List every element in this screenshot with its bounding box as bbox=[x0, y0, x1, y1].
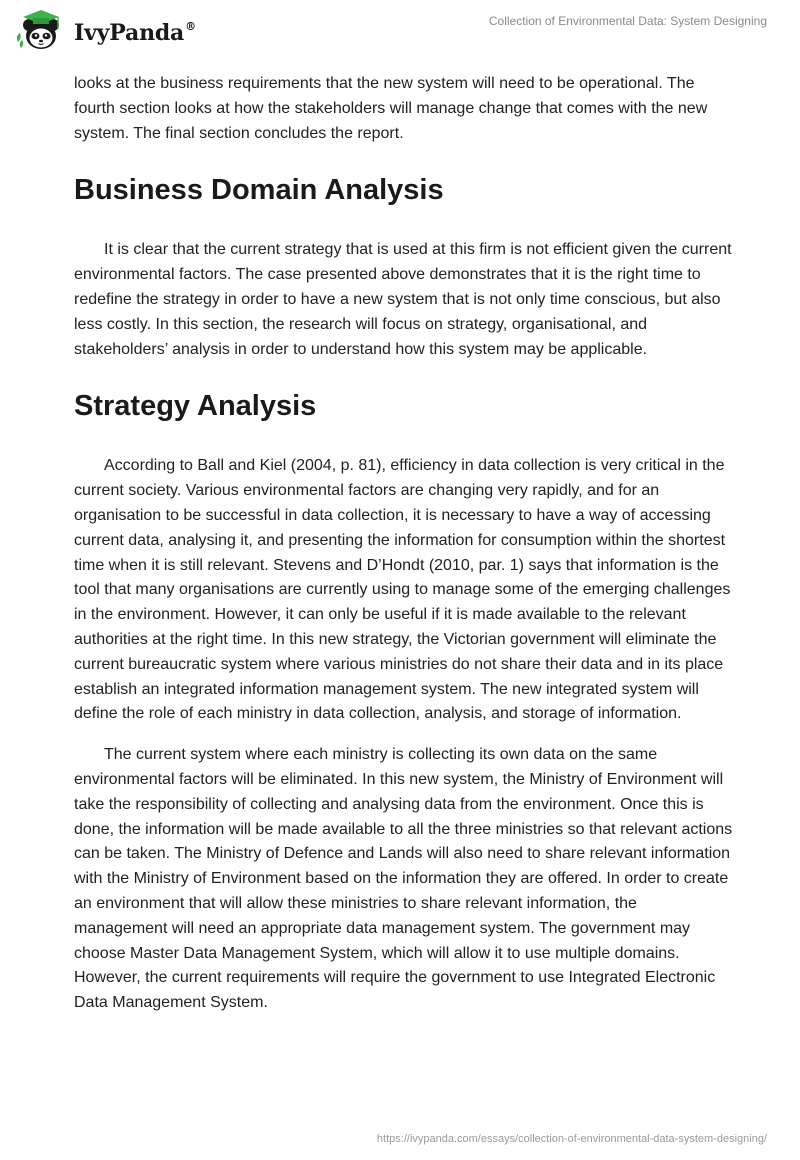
document-title: Collection of Environmental Data: System Designing bbox=[488, 14, 767, 28]
heading-strategy-analysis: Strategy Analysis bbox=[74, 390, 317, 423]
strategy-paragraph-1: According to Ball and Kiel (2004, p. 81), efficiency in data collection is very critical in the current society. Various environmental factors are changing very rapidly, and for an organisation to be successful in data collection, it is necessary to have a way of accessing current data, analysing it, and presenting the information for consumption within the shortest time when it is still relevant. Stevens and D’Hondt (2010, par. 1) says that information is the tool that many organisations are currently using to manage some of the emerging challenges in the environment. However, it can only be useful if it is made available to the relevant authorities at the right time. In this new strategy, the Victorian government will eliminate the current bureaucratic system where various ministries do not share their data and in its place establish an integrated information management system. The new integrated system will define the role of each ministry in data collection, analysis, and storage of information. bbox=[74, 457, 731, 723]
panda-graduate-icon bbox=[14, 8, 68, 54]
business-domain-paragraph: It is clear that the current strategy that is used at this firm is not efficient given the current environmental factors. The case presented above demonstrates that it is the right time to redefine the strategy in order to have a new system that is not only time conscious, but also less costly. In this section, the research will focus on strategy, organisational, and stakeholders’ analysis in order to understand how this system may be applicable. bbox=[74, 241, 732, 358]
article-body bbox=[74, 72, 734, 1016]
registered-mark: ® bbox=[185, 19, 196, 33]
heading-business-domain-analysis: Business Domain Analysis bbox=[74, 174, 444, 207]
strategy-paragraph-2: The current system where each ministry is collecting its own data on the same environmental factors will be eliminated. In this new system, the Ministry of Environment will take the responsibility of collecting and analysing data from the environment. Once this is done, the information will be made available to all the three ministries so that relevant actions can be taken. The Ministry of Defence and Lands will also need to share relevant information with the Ministry of Environment based on the information they are offered. In order to create an environment that will allow these ministries to share relevant information, the management will need an appropriate data management system. The government may choose Master Data Management System, which will allow it to use multiple domains. However, the current requirements will require the government to use Integrated Electronic Data Management System. bbox=[74, 746, 733, 1012]
ivypanda-logo[interactable] bbox=[14, 8, 196, 54]
intro-paragraph: looks at the business requirements that the new system will need to be operational. The fourth section looks at how the stakeholders will manage change that comes with the new system. The final section concludes the report. bbox=[74, 75, 708, 142]
brand-name: IvyPanda® bbox=[74, 19, 196, 46]
source-url[interactable]: https://ivypanda.com/essays/collection-of-environmental-data-system-designing/ bbox=[376, 1133, 767, 1145]
page-header bbox=[0, 0, 800, 62]
